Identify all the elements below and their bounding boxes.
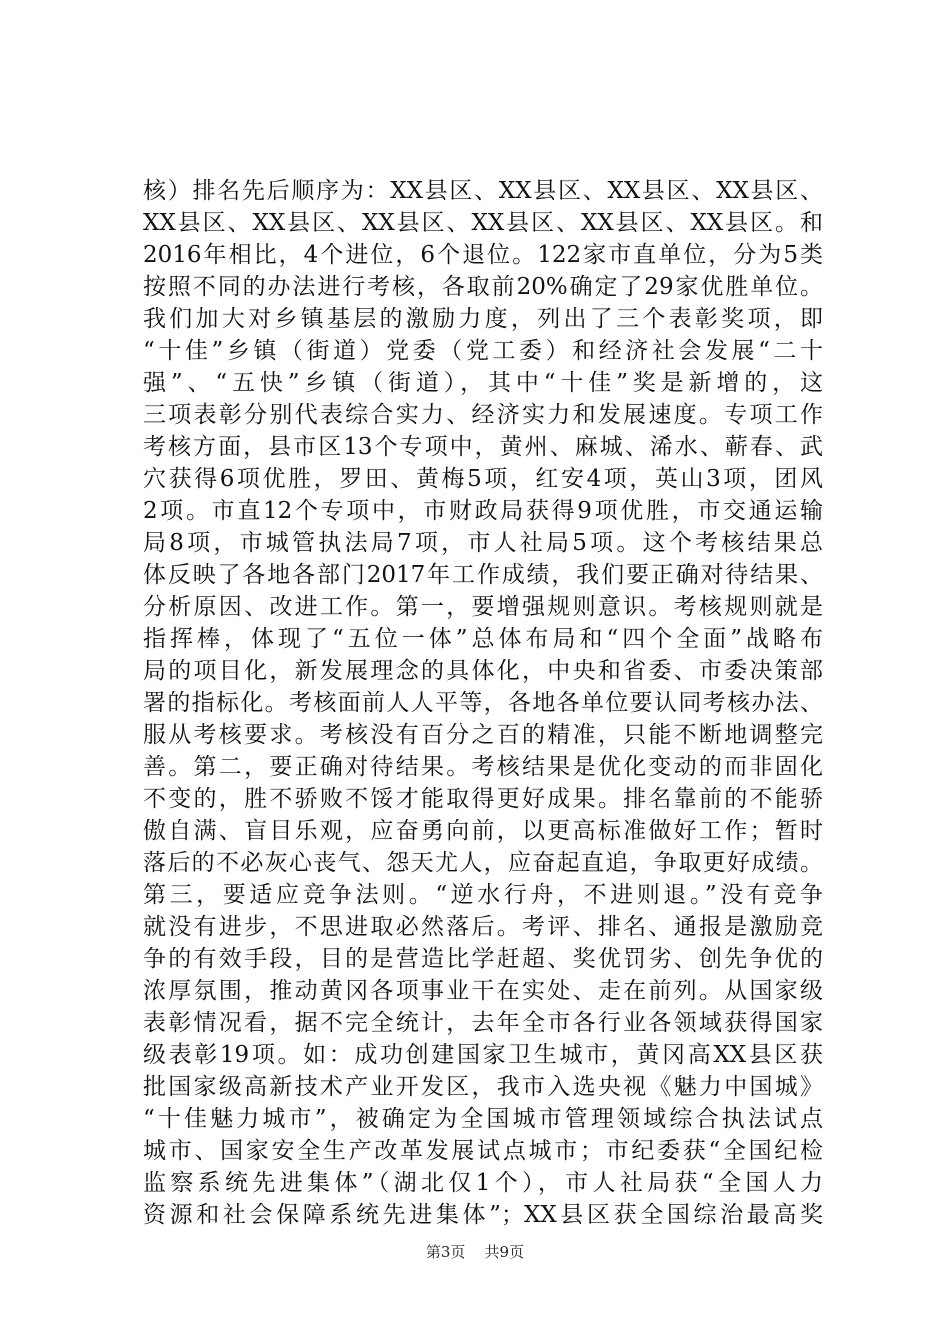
text-line: 服从考核要求。考核没有百分之百的精准，只能不断地调整完: [143, 722, 823, 748]
text-line: 署的指标化。考核面前人人平等，各地各单位要认同考核办法、: [143, 690, 823, 716]
text-line: 争的有效手段，目的是营造比学赶超、奖优罚劣、创先争优的: [143, 946, 823, 972]
text-line: 三项表彰分别代表综合实力、经济实力和发展速度。专项工作: [143, 402, 823, 428]
text-line: 按照不同的办法进行考核，各取前20%确定了29家优胜单位。: [143, 274, 823, 300]
text-line: 浓厚氛围，推动黄冈各项事业干在实处、走在前列。从国家级: [143, 978, 823, 1004]
text-line: 核）排名先后顺序为：XX县区、XX县区、XX县区、XX县区、: [143, 178, 823, 204]
text-line: 局8项，市城管执法局7项，市人社局5项。这个考核结果总: [143, 530, 823, 556]
text-line: 2016年相比，4个进位，6个退位。122家市直单位，分为5类: [143, 242, 823, 268]
text-line: 分析原因、改进工作。第一，要增强规则意识。考核规则就是: [143, 594, 823, 620]
text-line: 善。第二，要正确对待结果。考核结果是优化变动的而非固化: [143, 754, 823, 780]
text-line: 城市、国家安全生产改革发展试点城市；市纪委获“全国纪检: [143, 1138, 823, 1164]
text-line: 考核方面，县市区13个专项中，黄州、麻城、浠水、蕲春、武: [143, 434, 823, 460]
text-line: 2项。市直12个专项中，市财政局获得9项优胜，市交通运输: [143, 498, 823, 524]
text-line: 强”、“五快”乡镇（街道），其中“十佳”奖是新增的，这: [143, 370, 823, 396]
page-total: 共9页: [484, 1243, 525, 1261]
text-line: 指挥棒，体现了“五位一体”总体布局和“四个全面”战略布: [143, 626, 823, 652]
text-line: 落后的不必灰心丧气、怨天尤人，应奋起直追，争取更好成绩。: [143, 850, 823, 876]
footer-spacer: [470, 1243, 480, 1261]
text-line: 批国家级高新技术产业开发区，我市入选央视《魅力中国城》: [143, 1074, 823, 1100]
text-line: 我们加大对乡镇基层的激励力度，列出了三个表彰奖项，即: [143, 306, 823, 332]
text-line: 监察系统先进集体”（湖北仅1个），市人社局获“全国人力: [143, 1170, 823, 1196]
body-paragraph: [143, 175, 823, 1231]
text-line: 体反映了各地各部门2017年工作成绩，我们要正确对待结果、: [143, 562, 823, 588]
text-line: XX县区、XX县区、XX县区、XX县区、XX县区、XX县区。和: [143, 210, 823, 236]
text-line: 级表彰19项。如：成功创建国家卫生城市，黄冈高XX县区获: [143, 1042, 823, 1068]
page-footer: [0, 1242, 950, 1262]
text-line: 资源和社会保障系统先进集体”；XX县区获全国综治最高奖: [143, 1202, 823, 1228]
page-number: 第3页: [425, 1243, 466, 1261]
text-line: 就没有进步，不思进取必然落后。考评、排名、通报是激励竞: [143, 914, 823, 940]
text-line: 傲自满、盲目乐观，应奋勇向前，以更高标准做好工作；暂时: [143, 818, 823, 844]
text-line: “十佳魅力城市”，被确定为全国城市管理领域综合执法试点: [143, 1106, 823, 1132]
text-line: 穴获得6项优胜，罗田、黄梅5项，红安4项，英山3项，团风: [143, 466, 823, 492]
text-line: 表彰情况看，据不完全统计，去年全市各行业各领域获得国家: [143, 1010, 823, 1036]
text-line: 局的项目化，新发展理念的具体化，中央和省委、市委决策部: [143, 658, 823, 684]
text-line: 不变的，胜不骄败不馁才能取得更好成果。排名靠前的不能骄: [143, 786, 823, 812]
text-line: 第三，要适应竞争法则。“逆水行舟，不进则退。”没有竞争: [143, 882, 823, 908]
text-line: “十佳”乡镇（街道）党委（党工委）和经济社会发展“二十: [143, 338, 823, 364]
